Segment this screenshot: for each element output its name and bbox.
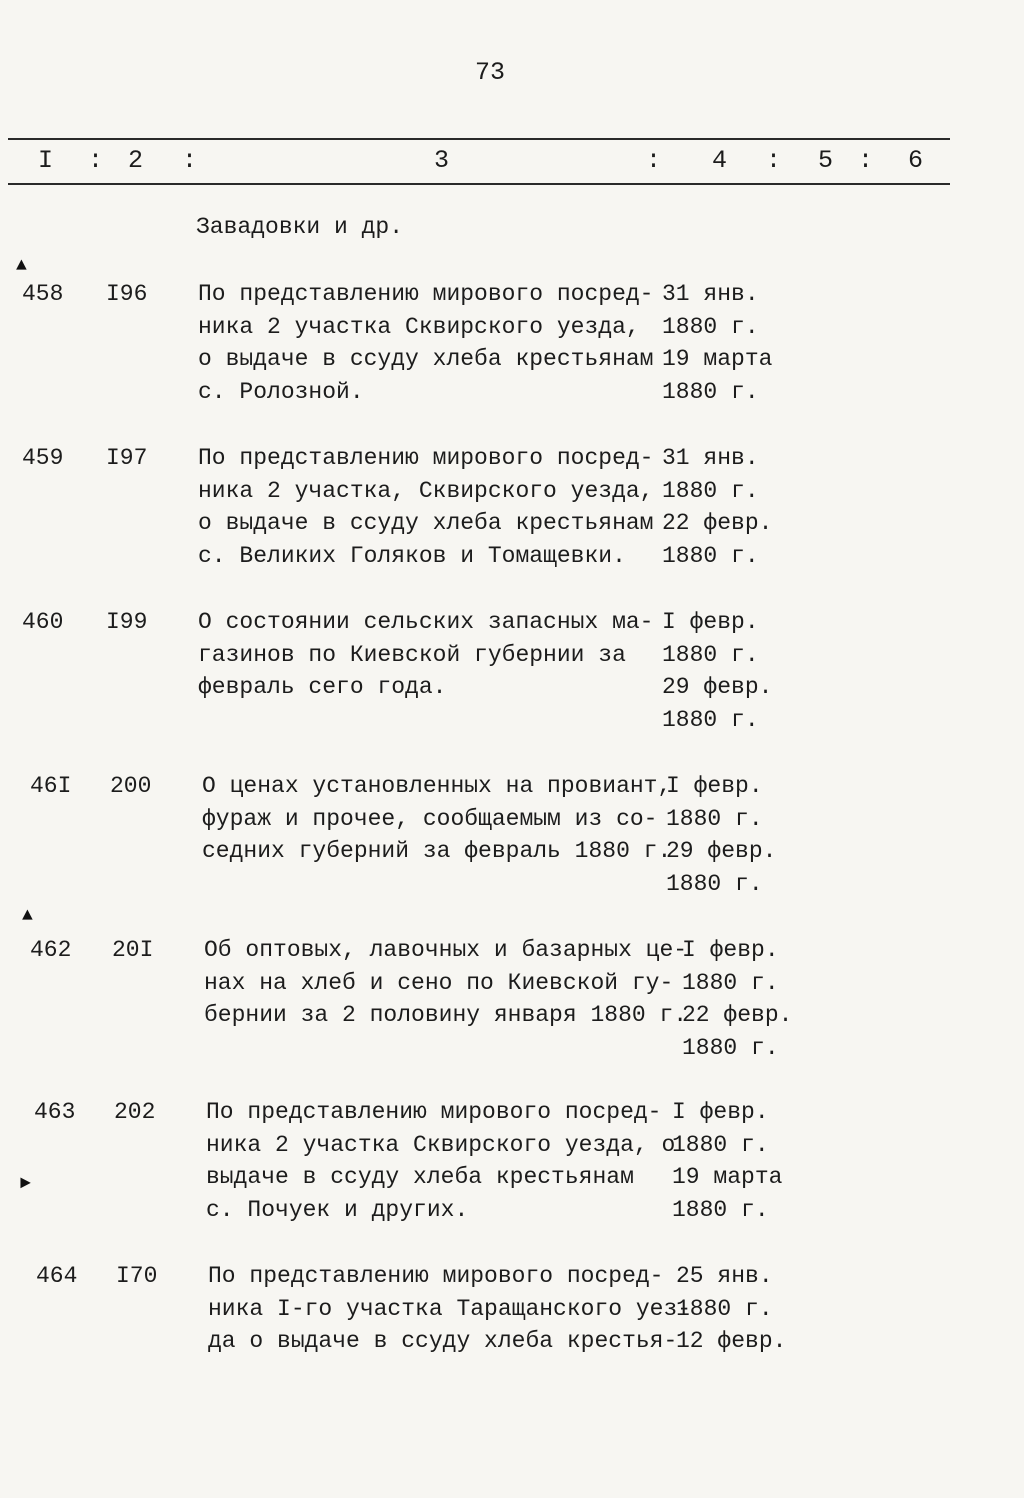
column-header-4: 4 [712, 146, 728, 175]
date-line: 1880 г. [682, 1034, 779, 1061]
date-line: 31 янв. [662, 445, 759, 471]
entry-title [206, 1096, 675, 1226]
margin-mark-icon: ▲ [22, 906, 33, 926]
column-separator: : [88, 146, 104, 175]
page-number: 73 [474, 58, 505, 87]
title-line: ника I-го участка Таращанского уез- [208, 1295, 692, 1322]
entry-dates [682, 934, 792, 1064]
entry-code: I97 [106, 445, 148, 471]
margin-mark-icon: ▲ [16, 256, 27, 276]
column-header-1: I [38, 146, 54, 175]
column-separator: : [182, 146, 198, 175]
entry-code: 200 [110, 773, 152, 799]
title-line: газинов по Киевской губернии за [198, 641, 626, 668]
title-line: с. Великих Голяков и Томащевки. [198, 542, 626, 569]
date-line: 1880 г. [666, 805, 763, 832]
column-header-6: 6 [908, 146, 924, 175]
entry-number: 460 [22, 609, 64, 635]
date-line: 1880 г. [662, 313, 759, 340]
entry-dates [662, 606, 772, 736]
entry-title [198, 606, 653, 704]
title-line: Об оптовых, лавочных и базарных це- [204, 937, 688, 963]
date-line: 1880 г. [672, 1131, 769, 1158]
date-line: 1880 г. [662, 641, 759, 668]
title-line: По представлению мирового посред- [198, 281, 654, 307]
continuation-text: Завадовки и др. [196, 214, 404, 240]
title-line: О ценах установленных на провиант, [202, 773, 672, 799]
date-line: 31 янв. [662, 281, 759, 307]
entry-number: 46I [30, 773, 72, 799]
column-separator: : [766, 146, 782, 175]
entry-number: 459 [22, 445, 64, 471]
date-line: 1880 г. [666, 870, 763, 897]
title-line: фураж и прочее, сообщаемым из со- [202, 805, 658, 832]
date-line: 1880 г. [662, 706, 759, 733]
entry-number: 458 [22, 281, 64, 307]
title-line: ника 2 участка Сквирского уезда, о [206, 1131, 676, 1158]
title-line: По представлению мирового посред- [198, 445, 654, 471]
header-rule-bottom [8, 183, 950, 185]
title-line: О состоянии сельских запасных ма- [198, 609, 654, 635]
title-line: По представлению мирового посред- [208, 1263, 664, 1289]
title-line: ника 2 участка Сквирского уезда, [198, 313, 640, 340]
date-line: 25 янв. [676, 1263, 773, 1289]
entry-code: 202 [114, 1099, 156, 1125]
entry-dates [676, 1260, 786, 1358]
entry-dates [662, 278, 772, 408]
date-line: 1880 г. [662, 378, 759, 405]
entry-number: 462 [30, 937, 72, 963]
margin-mark-icon: ► [20, 1174, 31, 1194]
column-separator: : [646, 146, 662, 175]
entry-code: 20I [112, 937, 154, 963]
title-line: бернии за 2 половину января 1880 г. [204, 1002, 688, 1028]
title-line: с. Ролозной. [198, 378, 364, 405]
title-line: нах на хлеб и сено по Киевской гу- [204, 969, 674, 996]
date-line: 19 марта [662, 346, 773, 372]
entry-dates [672, 1096, 782, 1226]
entry-dates [662, 442, 772, 572]
entry-dates [666, 770, 776, 900]
entry-code: I96 [106, 281, 148, 307]
entry-title [198, 278, 653, 408]
date-line: 22 февр. [662, 510, 773, 536]
entry-number: 463 [34, 1099, 76, 1125]
title-line: февраль сего года. [198, 674, 447, 700]
column-header-3: 3 [434, 146, 450, 175]
title-line: о выдаче в ссуду хлеба крестьянам [198, 346, 654, 372]
title-line: о выдаче в ссуду хлеба крестьянам [198, 510, 654, 536]
date-line: 1880 г. [676, 1295, 773, 1322]
title-line: с. Почуек и других. [206, 1196, 469, 1223]
date-line: 29 февр. [666, 838, 777, 864]
title-line: да о выдаче в ссуду хлеба крестья- [208, 1328, 678, 1354]
date-line: 19 марта [672, 1164, 783, 1190]
date-line: I февр. [666, 773, 763, 799]
date-line: 29 февр. [662, 674, 773, 700]
title-line: ника 2 участка, Сквирского уезда, [198, 477, 654, 504]
date-line: 1880 г. [662, 542, 759, 569]
date-line: 12 февр. [676, 1328, 787, 1354]
title-line: седних губерний за февраль 1880 г. [202, 838, 672, 864]
entry-number: 464 [36, 1263, 78, 1289]
date-line: 1880 г. [662, 477, 759, 504]
date-line: 1880 г. [672, 1196, 769, 1223]
date-line: I февр. [672, 1099, 769, 1125]
entry-title [204, 934, 687, 1032]
header-rule-top [8, 138, 950, 140]
column-separator: : [858, 146, 874, 175]
column-header-2: 2 [128, 146, 144, 175]
date-line: 22 февр. [682, 1002, 793, 1028]
date-line: I февр. [662, 609, 759, 635]
entry-code: I70 [116, 1263, 158, 1289]
entry-title [208, 1260, 691, 1358]
title-line: По представлению мирового посред- [206, 1099, 662, 1125]
entry-code: I99 [106, 609, 148, 635]
date-line: 1880 г. [682, 969, 779, 996]
title-line: выдаче в ссуду хлеба крестьянам [206, 1164, 634, 1190]
date-line: I февр. [682, 937, 779, 963]
column-header-5: 5 [818, 146, 834, 175]
entry-title [202, 770, 671, 868]
entry-title [198, 442, 653, 572]
